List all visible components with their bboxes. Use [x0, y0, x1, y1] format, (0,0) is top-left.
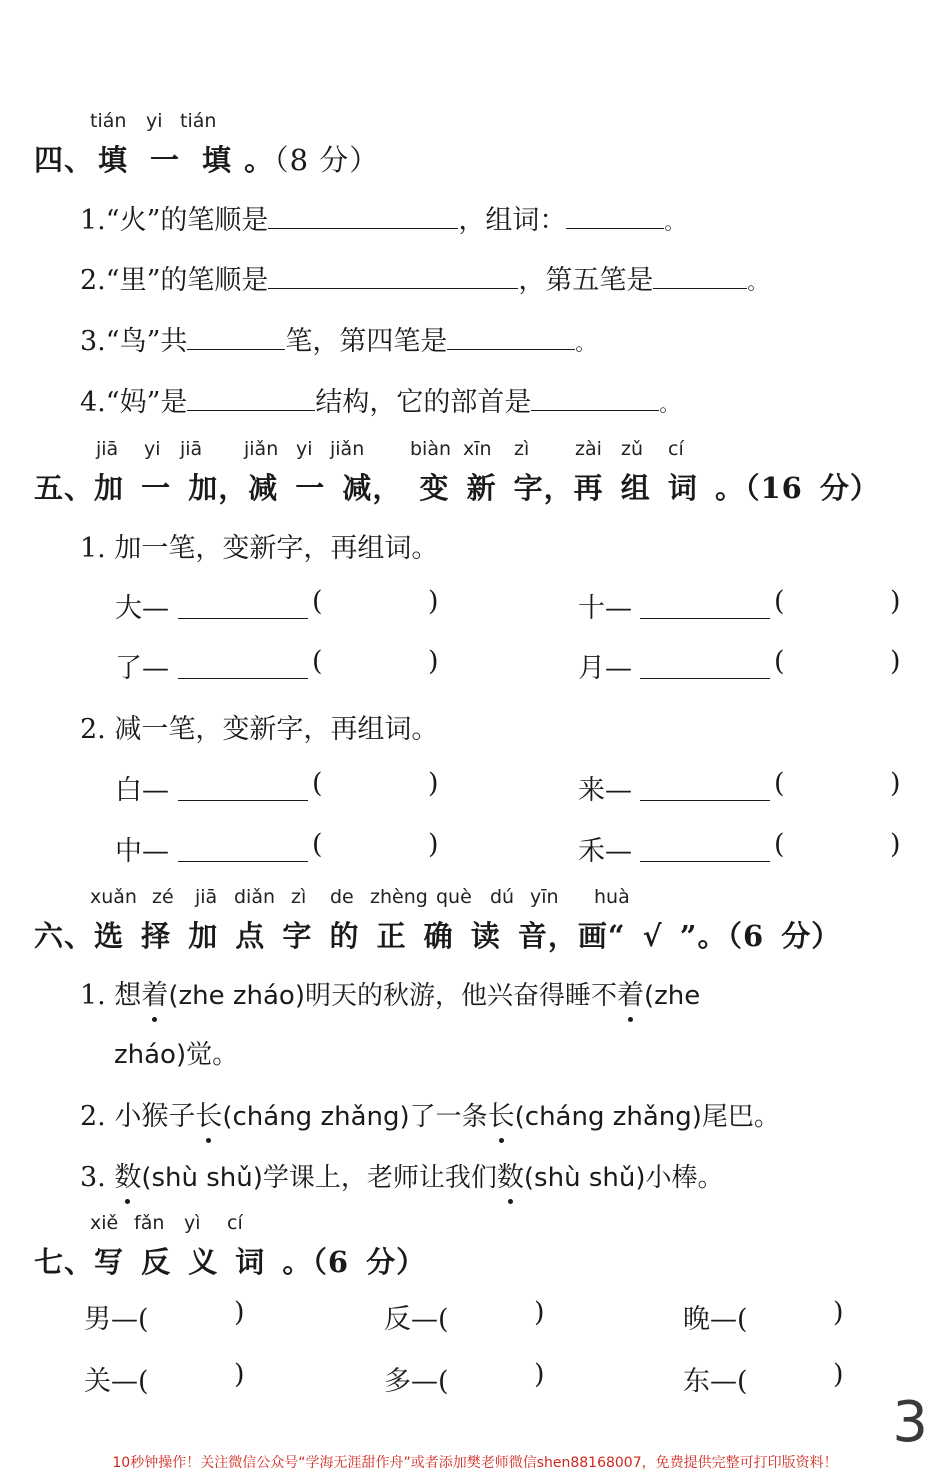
antonym-item: 晚—( — [683, 1304, 748, 1335]
pinyin: jiā — [180, 438, 203, 460]
char-item: 大— — [115, 593, 169, 624]
antonym-item: 男—( — [84, 1304, 149, 1335]
period: 。 — [747, 270, 768, 294]
question-text: zháo)觉。 — [114, 1040, 239, 1070]
question-text: (cháng zhǎng)尾巴。 — [514, 1102, 780, 1132]
period: 。 — [664, 210, 685, 234]
section-6-heading: 六、选 择 加 点 字 的 正 确 读 音，画“ √ ”。（6 分） — [34, 919, 842, 953]
char-item: 来— — [578, 775, 632, 806]
answer-blank[interactable] — [178, 835, 308, 862]
question-6-1 — [80, 973, 700, 1012]
answer-blank[interactable] — [640, 774, 770, 801]
question-text: 结构，它的部首是 — [315, 387, 532, 418]
antonym-item: 反—( — [384, 1304, 449, 1335]
question-4-4 — [80, 380, 679, 419]
close-paren: ) — [890, 829, 901, 860]
question-text: (zhe — [643, 981, 701, 1011]
close-paren: ) — [234, 1297, 245, 1328]
dotted-char: 长 — [488, 1094, 515, 1133]
char-item: 十— — [578, 593, 632, 624]
subquestion-5-2: 2. 减一笔，变新字，再组词。 — [80, 714, 439, 745]
answer-blank[interactable] — [187, 384, 315, 411]
dotted-char: 数 — [497, 1155, 524, 1194]
char-item: 禾— — [578, 836, 632, 867]
antonym-item: 关—( — [84, 1366, 149, 1397]
pinyin: de — [330, 886, 354, 908]
open-paren: ( — [774, 829, 785, 860]
heading-char: 填 — [202, 143, 233, 177]
pinyin: yi — [144, 438, 161, 460]
section-7-heading: 七、写 反 义 词 。（6 分） — [34, 1245, 427, 1279]
close-paren: ) — [428, 829, 439, 860]
section-4-heading — [34, 138, 379, 179]
close-paren: ) — [890, 768, 901, 799]
question-text: 2.“里”的笔顺是 — [80, 265, 269, 296]
footer-promo: 10秒钟操作！关注微信公众号“学海无涯甜作舟”或者添加樊老师微信shen88168007，免费提供完整可打印版资料！ — [112, 1455, 838, 1471]
answer-blank[interactable] — [640, 835, 770, 862]
close-paren: ) — [234, 1359, 245, 1390]
answer-blank[interactable] — [566, 202, 664, 229]
open-paren: ( — [774, 586, 785, 617]
answer-blank[interactable] — [640, 592, 770, 619]
question-text: (zhe zháo)明天的秋游，他兴奋得睡不 — [168, 981, 617, 1011]
open-paren: ( — [774, 646, 785, 677]
pinyin: què — [436, 886, 472, 908]
question-text: 笔，第四笔是 — [285, 326, 448, 357]
question-4-1 — [80, 198, 684, 237]
question-text: (shù shǔ)小棒。 — [523, 1163, 724, 1193]
pinyin: cí — [227, 1212, 243, 1234]
heading-char: 。 — [244, 143, 275, 177]
pinyin: yi — [296, 438, 313, 460]
pinyin: zì — [514, 438, 530, 460]
pinyin: yīn — [530, 886, 559, 908]
pinyin: jiā — [96, 438, 119, 460]
question-text: 3.“鸟”共 — [80, 326, 188, 357]
section-4-number: 四、 — [34, 143, 95, 177]
pinyin: zhèng — [370, 886, 428, 908]
subquestion-5-1: 1. 加一笔，变新字，再组词。 — [80, 533, 439, 564]
pinyin: zǔ — [621, 438, 644, 460]
open-paren: ( — [312, 768, 323, 799]
pinyin: xiě — [90, 1212, 119, 1234]
answer-blank[interactable] — [653, 262, 747, 289]
char-item: 了— — [115, 653, 169, 684]
close-paren: ) — [428, 646, 439, 677]
pinyin: jiǎn — [244, 438, 279, 460]
open-paren: ( — [774, 768, 785, 799]
char-item: 白— — [115, 775, 169, 806]
pinyin: fǎn — [134, 1212, 165, 1234]
answer-blank[interactable] — [268, 262, 518, 289]
pinyin: zé — [152, 886, 174, 908]
open-paren: ( — [312, 646, 323, 677]
question-6-3 — [80, 1155, 723, 1194]
dotted-char: 长 — [195, 1094, 222, 1133]
period: 。 — [575, 331, 596, 355]
question-text: ，组词： — [458, 205, 567, 236]
section-4-score: （8 分） — [274, 143, 380, 177]
pinyin: jiā — [195, 886, 218, 908]
close-paren: ) — [428, 768, 439, 799]
pinyin: yì — [184, 1212, 201, 1234]
open-paren: ( — [312, 586, 323, 617]
answer-blank[interactable] — [178, 592, 308, 619]
dotted-char: 数 — [114, 1155, 141, 1194]
question-text: (cháng zhǎng)了一条 — [222, 1102, 488, 1132]
question-text: (shù shǔ)学课上，老师让我们 — [141, 1163, 497, 1193]
answer-blank[interactable] — [640, 652, 770, 679]
antonym-item: 东—( — [683, 1366, 748, 1397]
close-paren: ) — [890, 586, 901, 617]
close-paren: ) — [428, 586, 439, 617]
answer-blank[interactable] — [178, 652, 308, 679]
question-4-3 — [80, 319, 595, 358]
close-paren: ) — [833, 1297, 844, 1328]
dotted-char: 着 — [141, 973, 168, 1012]
open-paren: ( — [312, 829, 323, 860]
close-paren: ) — [890, 646, 901, 677]
close-paren: ) — [534, 1297, 545, 1328]
question-6-2 — [80, 1094, 780, 1133]
answer-blank[interactable] — [268, 202, 458, 229]
pinyin: biàn — [410, 438, 452, 460]
pinyin: jiǎn — [330, 438, 365, 460]
pinyin-yi: yi — [146, 110, 163, 132]
section-5-heading: 五、加 一 加，减 一 减， 变 新 字，再 组 词 。（16 分） — [34, 471, 880, 505]
close-paren: ) — [833, 1359, 844, 1390]
answer-blank[interactable] — [187, 323, 285, 350]
question-text: ，第五笔是 — [518, 265, 654, 296]
dotted-char: 着 — [617, 973, 644, 1012]
pinyin: cí — [668, 438, 684, 460]
antonym-item: 多—( — [384, 1366, 449, 1397]
answer-blank[interactable] — [178, 774, 308, 801]
page-number: 3 — [892, 1390, 928, 1455]
answer-blank[interactable] — [531, 384, 659, 411]
pinyin: xuǎn — [90, 886, 137, 908]
pinyin-tian-2: tián — [180, 110, 217, 132]
answer-blank[interactable] — [447, 323, 575, 350]
question-text: 1.“火”的笔顺是 — [80, 205, 269, 236]
pinyin: dú — [490, 886, 515, 908]
pinyin: xīn — [463, 438, 492, 460]
period: 。 — [659, 392, 680, 416]
question-6-1-cont — [114, 1034, 238, 1071]
heading-char: 填 — [98, 143, 129, 177]
heading-char: 一 — [150, 143, 181, 177]
char-item: 中— — [115, 836, 169, 867]
question-text: 4.“妈”是 — [80, 387, 188, 418]
pinyin: huà — [594, 886, 630, 908]
pinyin: zì — [291, 886, 307, 908]
pinyin: zài — [575, 438, 602, 460]
question-text: 1. 想 — [80, 980, 142, 1011]
question-text: 3. — [80, 1162, 115, 1193]
question-text: 2. 小猴子 — [80, 1101, 196, 1132]
question-4-2 — [80, 258, 767, 297]
pinyin: diǎn — [234, 886, 276, 908]
close-paren: ) — [534, 1359, 545, 1390]
pinyin-tian-1: tián — [90, 110, 127, 132]
char-item: 月— — [578, 653, 632, 684]
